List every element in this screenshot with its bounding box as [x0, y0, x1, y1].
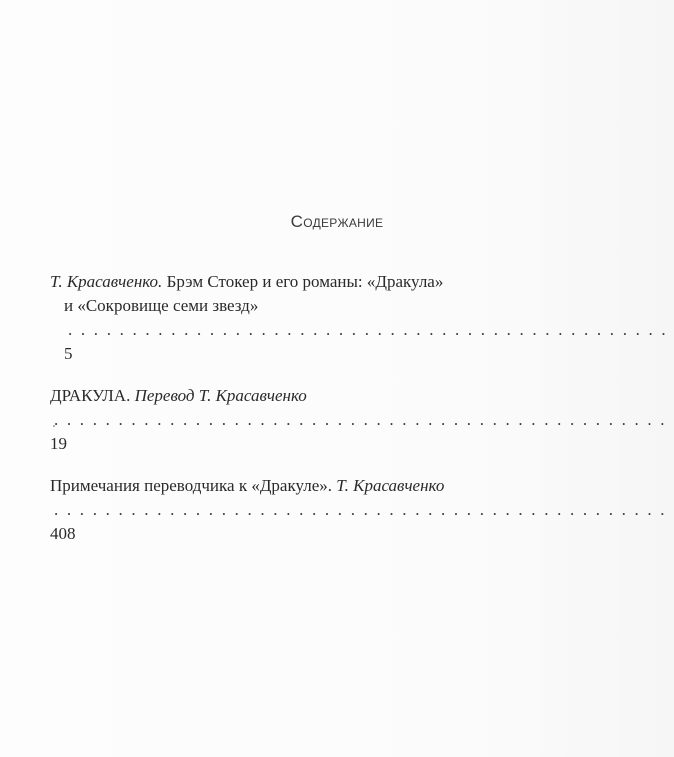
toc-entry-title: ДРАКУЛА.	[50, 386, 131, 405]
toc-entry-first-line	[50, 270, 623, 294]
toc-entry-last-line	[50, 294, 623, 366]
toc-entry-last-line	[50, 384, 623, 456]
toc-entry-title-continued: и «Сокровище семи звезд»	[64, 296, 259, 315]
toc-entry-text	[50, 386, 307, 405]
dot-leader	[54, 500, 674, 519]
toc-entry-author: Т. Красавченко.	[50, 272, 163, 291]
toc-entry-translator: Т. Красавченко	[332, 476, 445, 495]
toc-page-number: 408	[50, 524, 76, 543]
toc-entry-translator: Перевод Т. Красавченко	[130, 386, 307, 405]
contents-heading: Содержание	[290, 212, 384, 231]
toc-entry[interactable]	[50, 384, 623, 456]
dot-leader	[68, 320, 674, 339]
toc-page-number: 5	[64, 344, 73, 363]
toc-entry-title: Примечания переводчика к «Дракуле».	[50, 476, 333, 495]
toc-entry-title: Брэм Стокер и его романы: «Дракула»	[162, 272, 444, 291]
toc-entry-text	[50, 476, 444, 495]
toc-entry[interactable]	[50, 474, 623, 546]
toc-page-number: 19	[50, 434, 67, 453]
toc-entry[interactable]	[50, 270, 623, 366]
toc-entry-last-line	[50, 474, 623, 546]
dot-leader	[54, 410, 674, 429]
table-of-contents	[50, 270, 623, 564]
paper-speck	[53, 425, 55, 427]
